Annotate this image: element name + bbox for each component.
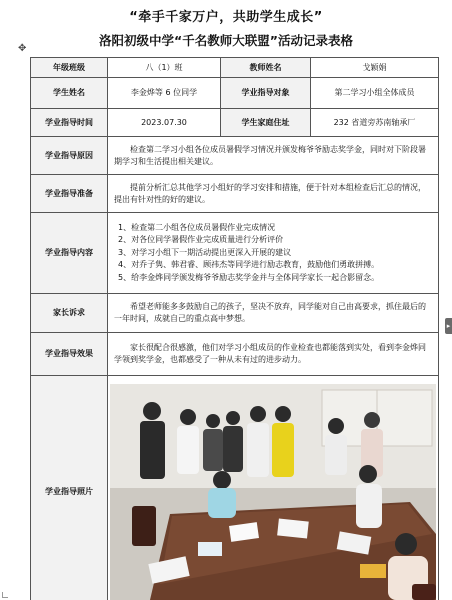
content-item: 2、对各位同学暑假作业完成质量进行分析评价 xyxy=(118,235,284,245)
guidance-effect-cell xyxy=(108,333,439,376)
guidance-photo-label: 学业指导照片 xyxy=(31,376,108,600)
guidance-reason-cell xyxy=(108,137,439,175)
content-item: 1、检查第二小组各位成员暑假作业完成情况 xyxy=(118,223,276,233)
row-parent xyxy=(31,294,439,333)
guidance-reason-text: 检查第二学习小组各位成员暑假学习情况并颁发梅爷爷励志奖学金，同时对下阶段暑期学习和生活提出相关建议。 xyxy=(114,144,426,166)
home-address-label: 学生家庭住址 xyxy=(221,109,311,137)
slogan-heading: “牵手千家万户，共助学生成长” xyxy=(129,10,323,25)
group-photo-illustration xyxy=(110,384,436,600)
side-scroll-tab[interactable]: ▸ xyxy=(445,318,452,334)
guidance-effect-label: 学业指导效果 xyxy=(31,333,108,376)
page-corner-mark xyxy=(2,592,8,598)
row-photo xyxy=(31,376,439,600)
guidance-time-label: 学业指导时间 xyxy=(31,109,108,137)
activity-record-table xyxy=(30,57,439,600)
content-item: 4、对乔子隽、韩君睿、顾祎杰等同学进行励志教育，鼓励他们勇敢拼搏。 xyxy=(118,260,380,270)
teacher-name-label: 教师姓名 xyxy=(221,58,311,78)
student-name-value: 李金烨等 6 位同学 xyxy=(108,78,221,109)
guidance-effect-text: 家长很配合很感激，他们对学习小组成员的作业检查也都能落到实处，看到李金烨同学领到奖学金，也都感受了一种从未有过的进步动力。 xyxy=(114,343,426,364)
table-move-handle-icon[interactable]: ✥ xyxy=(18,43,27,54)
guidance-prep-cell xyxy=(108,175,439,213)
content-item: 5、给李金烨同学颁发梅爷爷励志奖学金并与全体同学家长一起合影留念。 xyxy=(118,272,380,282)
row-student-target xyxy=(31,78,439,109)
document-title: 洛阳初级中学“千名教师大联盟”活动记录表格 xyxy=(99,33,353,48)
parent-request-label: 家长诉求 xyxy=(31,294,108,333)
guidance-target-value: 第二学习小组全体成员 xyxy=(311,78,439,109)
guidance-target-label: 学业指导对象 xyxy=(221,78,311,109)
row-time-address xyxy=(31,109,439,137)
guidance-content-list xyxy=(114,221,432,285)
row-preparation xyxy=(31,175,439,213)
guidance-prep-label: 学业指导准备 xyxy=(31,175,108,213)
content-item: 3、对学习小组下一期活动提出更深入开展的建议 xyxy=(118,247,292,257)
row-effect xyxy=(31,333,439,376)
guidance-prep-text: 提前分析汇总其他学习小组好的学习安排和措施，便于针对本组检查后汇总的情况，提出有针对性的好的建议。 xyxy=(114,182,426,204)
guidance-photo-cell xyxy=(108,376,439,600)
row-content xyxy=(31,213,439,294)
guidance-time-value: 2023.07.30 xyxy=(108,109,221,137)
guidance-content-label: 学业指导内容 xyxy=(31,213,108,294)
student-name-label: 学生姓名 xyxy=(31,78,108,109)
group-photo xyxy=(110,384,436,600)
parent-request-text: 希望老师能多多鼓励自己的孩子，坚决不放弃，同学能对自己由高要求，抓住最后的一年时间，成就自己的重点高中梦想。 xyxy=(114,302,426,323)
home-address-value: 232 省道旁苏南轴承厂 xyxy=(311,109,439,137)
teacher-name-value: 戈颖娟 xyxy=(311,58,439,78)
guidance-content-cell xyxy=(108,213,439,294)
guidance-reason-label: 学业指导原因 xyxy=(31,137,108,175)
grade-class-value: 八（1）班 xyxy=(108,58,221,78)
row-grade-teacher xyxy=(31,58,439,78)
parent-request-cell xyxy=(108,294,439,333)
row-reason xyxy=(31,137,439,175)
grade-class-label: 年级班级 xyxy=(31,58,108,78)
